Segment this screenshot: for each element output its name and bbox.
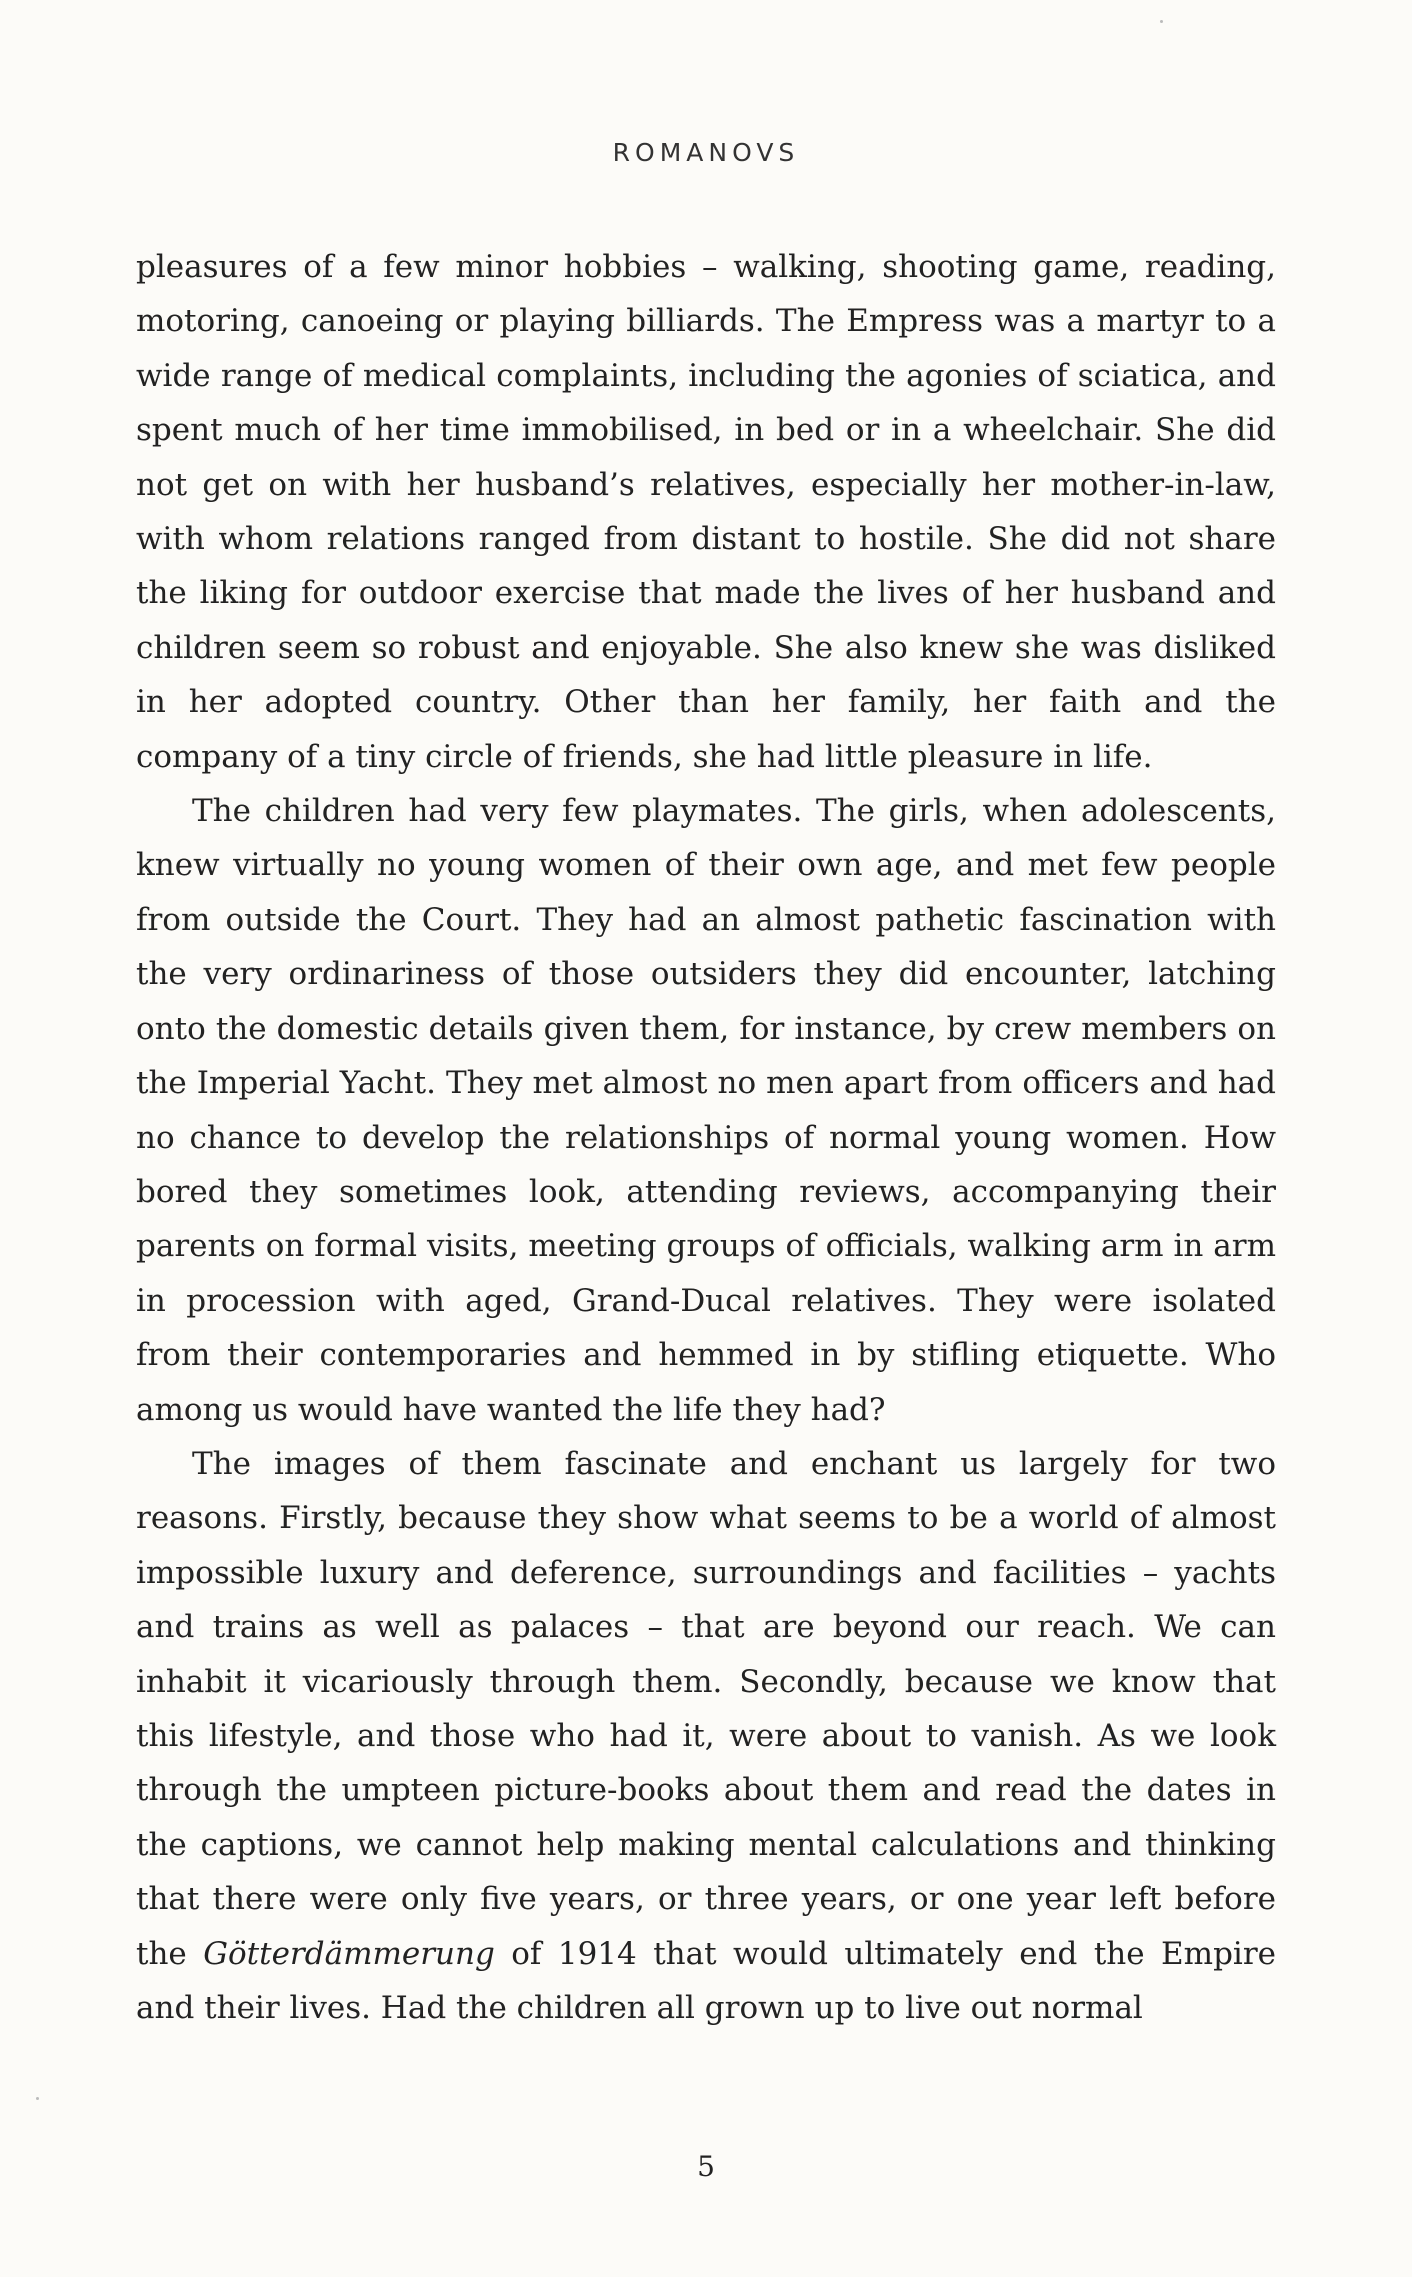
paragraph-1: pleasures of a few minor hobbies – walking, shooting game, reading, motoring, canoeing or playing billiards. The Empress was a martyr to a wide range of medical complaints, including the agonies of sciatica, and spent much of her time immobilised, in bed or in a wheelchair. She did not get on with her husband’s relatives, especially her mother-in-law, with whom relations ranged from distant to hostile. She did not share the liking for outdoor exercise that made the lives of her husband and children seem so robust and enjoyable. She also knew she was disliked in her adopted country. Other than her family, her faith and the company of a tiny circle of friends, she had little pleasure in life.: [136, 249, 1276, 775]
italic-term: Götterdämmerung: [203, 1935, 495, 1972]
paragraph-3: [136, 1437, 1276, 2035]
running-head: ROMANOVS: [612, 138, 800, 167]
paragraph-3-text-start: The images of them fascinate and enchant us largely for two reasons. Firstly, because they show what seems to be a world of almost impossible luxury and deference, surroundings and facilities – yachts and trains as well as palaces – that are beyond our reach. We can inhabit it vicariously through them. Secondly, because we know that this lifestyle, and those who had it, were about to vanish. As we look through the umpteen picture-books about them and read the dates in the captions, we cannot help making mental calculations and thinking that there were only five years, or three years, or one year left before the: [136, 1445, 1276, 1972]
paper-speck: [1160, 20, 1163, 23]
body-text: [136, 240, 1276, 2035]
paper-speck: [36, 2097, 39, 2100]
paragraph-2: The children had very few playmates. The girls, when adolescents, knew virtually no young women of their own age, and met few people from outside the Court. They had an almost pathetic fascination with the very ordinariness of those outsiders they did encounter, latching onto the domestic details given them, for instance, by crew members on the Imperial Yacht. They met almost no men apart from officers and had no chance to develop the relationships of normal young women. How bored they sometimes look, attending reviews, accompanying their parents on formal visits, meeting groups of officials, walking arm in arm in procession with aged, Grand-Ducal relatives. They were isolated from their contemporaries and hemmed in by stifling etiquette. Who among us would have wanted the life they had?: [136, 793, 1276, 1428]
paragraph-3-text-end: of 1914 that would ultimately end the Empire and their lives. Had the children all grown up to live out normal: [136, 1935, 1276, 2026]
page-number: 5: [697, 2150, 715, 2183]
